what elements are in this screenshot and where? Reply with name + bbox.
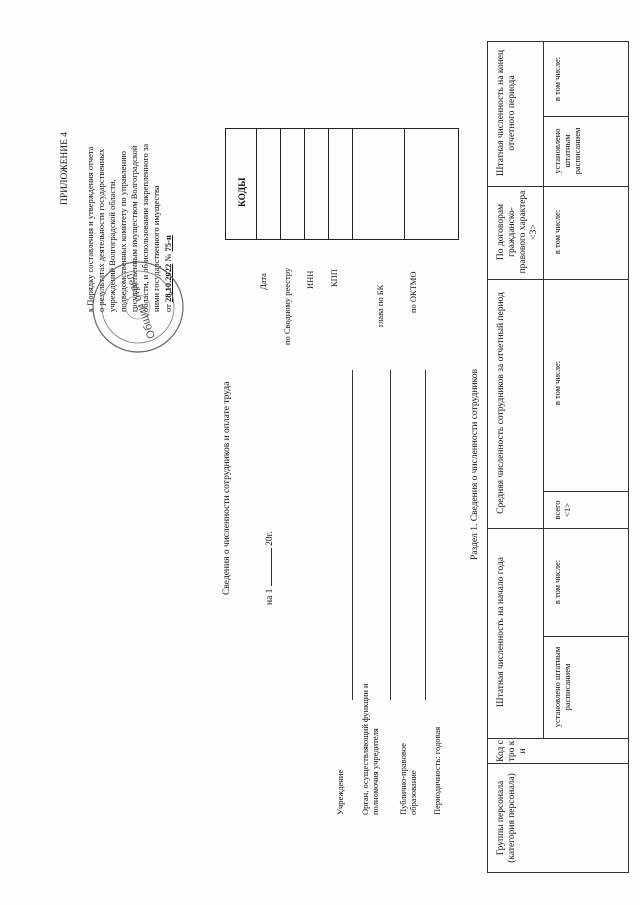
appendix-line-6: области, и об использовании закрепленного за [140, 143, 150, 312]
codes-header: КОДЫ [238, 177, 248, 207]
number-prefix: № [163, 253, 173, 262]
field-public-entity: Публично-правовое образование [398, 743, 418, 815]
appendix-line-4: подведомственных комитету по управлению [118, 151, 128, 312]
header-end: Штатная численность на конец отчетного периода [496, 49, 517, 177]
col-divider [488, 279, 628, 280]
appendix-line-1: к Порядку составления и утверждения отчета [85, 146, 95, 312]
code-label-registry: по Сводному реестру [282, 267, 292, 345]
appendix-line-2: о результатах деятельности государственных [96, 148, 106, 312]
field-line-institution [352, 370, 353, 700]
codes-cell-divider [404, 129, 405, 239]
codes-cell-divider [256, 129, 257, 239]
subheader-including-contracts: в том числе: [552, 209, 562, 255]
order-date: 28.10.2022 [163, 263, 173, 303]
date-line-year: 20 [265, 536, 275, 546]
code-label-date: Дата [258, 273, 268, 290]
codes-cell-divider [352, 129, 353, 239]
stamp-text: Общий отдел [123, 271, 159, 341]
report-title: Сведения о численности сотрудников и оплате труда [222, 381, 232, 595]
col-divider [488, 738, 628, 739]
code-label-inn: ИНН [305, 270, 315, 289]
codes-cell-divider [280, 129, 281, 239]
header-contracts: По договорам гражданско-правового характера <3> [496, 190, 539, 274]
subheader-total: всего <1> [552, 500, 572, 520]
round-stamp [88, 257, 188, 357]
col-divider [488, 763, 628, 764]
date-line-suffix: г. [265, 531, 275, 537]
order-number: 75-н [163, 235, 173, 252]
field-line-public-entity [425, 370, 426, 700]
subheader-including-avg: в том числе: [552, 360, 562, 406]
col-divider [488, 528, 628, 529]
codes-box [225, 128, 459, 240]
field-periodicity: Периодичность: годовая [432, 726, 442, 815]
code-label-kpp: КПП [329, 269, 339, 287]
subheader-established-end: установлено штатным расписанием [552, 127, 582, 175]
appendix-title: ПРИЛОЖЕНИЕ 4 [60, 131, 70, 205]
date-prefix: от [163, 304, 173, 312]
subcol-divider [543, 491, 628, 492]
section1-title: Раздел 1. Сведения о численности сотрудников [470, 369, 480, 560]
subheader-divider [543, 42, 544, 739]
date-blank [271, 548, 272, 586]
codes-cell-divider [304, 129, 305, 239]
code-label-oktmo: по ОКТМО [408, 271, 418, 313]
date-line-prefix: на 1 [265, 588, 275, 605]
header-average: Средняя численность сотрудников за отчетный период [496, 292, 506, 514]
header-group: Группы персонала (категория персонала) [496, 773, 517, 863]
appendix-line-3: учреждений Волгоградской области, [107, 179, 117, 312]
header-start: Штатная численность на начало года [496, 557, 506, 708]
codes-cell-divider [328, 129, 329, 239]
subcol-divider [543, 116, 628, 117]
appendix-line-5: государственным имуществом Волгоградской [129, 145, 139, 312]
col-divider [488, 186, 628, 187]
report-date-line [265, 531, 276, 605]
field-founder-body: Орган, осуществляющий функции и полномочия учредителя [360, 683, 380, 815]
code-label-bk: глава по БК [375, 284, 385, 327]
subheader-including: в том числе: [552, 559, 562, 605]
header-code: Код стро ки [496, 740, 528, 762]
section1-table [487, 41, 629, 873]
subheader-including-end: в том числе: [552, 56, 562, 102]
subcol-divider [543, 636, 628, 637]
appendix-line-7: ними государственного имущества [151, 185, 161, 312]
subheader-established: установлено штатным расписанием [552, 646, 572, 728]
field-institution: Учреждение [335, 769, 345, 815]
field-line-founder [390, 370, 391, 700]
